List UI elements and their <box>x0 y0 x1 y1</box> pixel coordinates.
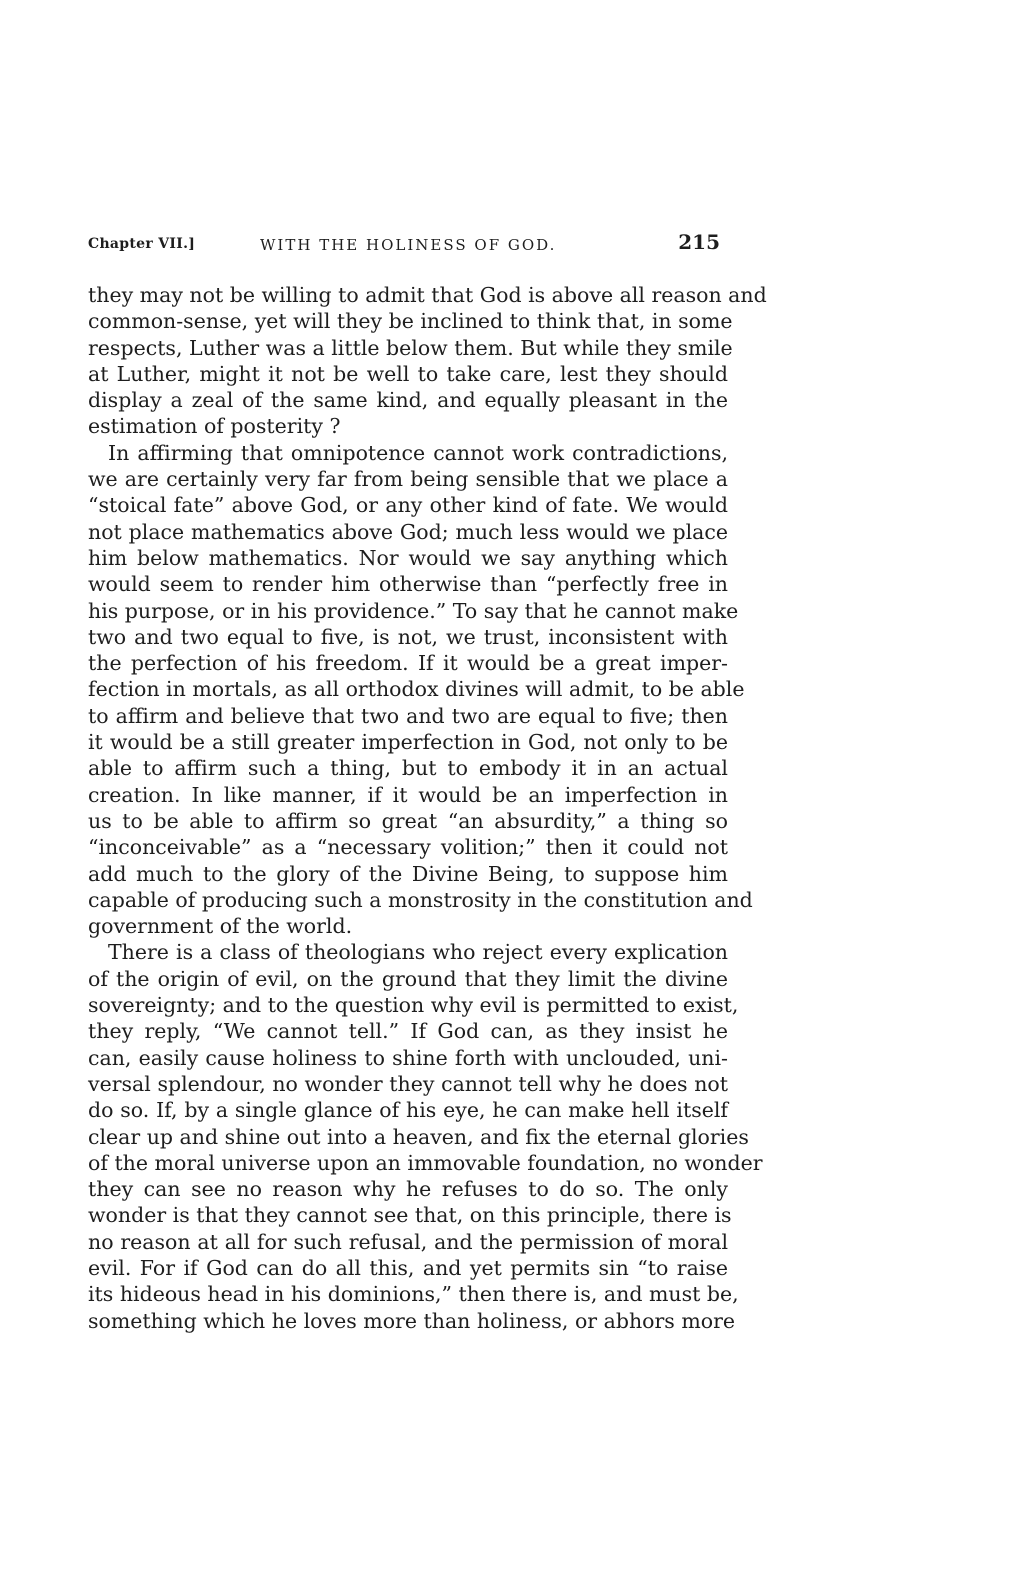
text-line: respects, Luther was a little below them. But while they smile <box>88 335 733 360</box>
text-line: clear up and shine out into a heaven, and fix the eternal glories <box>88 1124 749 1149</box>
text-line: his purpose, or in his providence.” To say that he cannot make <box>88 598 739 623</box>
book-page <box>88 0 767 1580</box>
text-line: of the origin of evil, on the ground that they limit the divine <box>88 966 728 991</box>
text-line: display a zeal of the same kind, and equally pleasant in the <box>88 388 728 413</box>
text-line: common-sense, yet will they be inclined to think that, in some <box>88 309 733 334</box>
text-line: its hideous head in his dominions,” then there is, and must be, <box>88 1282 739 1307</box>
text-line: capable of producing such a monstrosity in the constitution and <box>88 887 753 912</box>
text-line: evil. For if God can do all this, and yet permits sin “to raise <box>88 1255 728 1280</box>
text-line: “inconceivable” as a “necessary volition;” then it could not <box>88 835 728 860</box>
text-line: the perfection of his freedom. If it would be a great imper- <box>88 651 728 676</box>
chapter-label: Chapter VII.] <box>88 236 196 252</box>
text-line: to affirm and believe that two and two are equal to five; then <box>88 703 728 728</box>
text-line: In affirming that omnipotence cannot work contradictions, <box>108 440 728 465</box>
text-line: wonder is that they cannot see that, on this principle, there is <box>88 1203 732 1228</box>
text-line: two and two equal to five, is not, we trust, inconsistent with <box>88 624 728 649</box>
text-line: him below mathematics. Nor would we say anything which <box>88 545 728 570</box>
text-line: can, easily cause holiness to shine forth with unclouded, uni- <box>88 1045 728 1070</box>
text-line: they reply, “We cannot tell.” If God can, as they insist he <box>88 1019 728 1044</box>
text-line: it would be a still greater imperfection in God, not only to be <box>88 730 728 755</box>
text-line: fection in mortals, as all orthodox divines will admit, to be able <box>88 677 745 702</box>
text-line: estimation of posterity ? <box>88 414 341 439</box>
text-line: not place mathematics above God; much less would we place <box>88 519 728 544</box>
text-line: would seem to render him otherwise than “perfectly free in <box>88 572 728 597</box>
text-line: of the moral universe upon an immovable foundation, no wonder <box>88 1150 763 1175</box>
text-line: There is a class of theologians who reject every explication <box>108 940 728 965</box>
text-line: something which he loves more than holiness, or abhors more <box>88 1308 736 1333</box>
text-line: they can see no reason why he refuses to do so. The only <box>88 1177 728 1202</box>
text-line: do so. If, by a single glance of his eye, he can make hell itself <box>88 1098 728 1123</box>
body-text <box>88 282 767 1334</box>
running-title: WITH THE HOLINESS OF GOD. <box>260 236 557 254</box>
text-line: sovereignty; and to the question why evil is permitted to exist, <box>88 993 739 1018</box>
text-line: add much to the glory of the Divine Being, to suppose him <box>88 861 728 886</box>
text-line: creation. In like manner, if it would be an imperfection in <box>88 782 728 807</box>
text-line: no reason at all for such refusal, and the permission of moral <box>88 1229 728 1254</box>
page-number: 215 <box>678 230 720 254</box>
text-line: versal splendour, no wonder they cannot tell why he does not <box>88 1071 728 1096</box>
text-line: we are certainly very far from being sensible that we place a <box>88 467 728 492</box>
text-line: “stoical fate” above God, or any other kind of fate. We would <box>88 493 728 518</box>
text-line: they may not be willing to admit that God is above all reason and <box>88 283 767 307</box>
text-line: at Luther, might it not be well to take care, lest they should <box>88 361 728 386</box>
text-line: us to be able to affirm so great “an absurdity,” a thing so <box>88 808 728 833</box>
text-line: able to affirm such a thing, but to embody it in an actual <box>88 756 728 781</box>
text-line: government of the world. <box>88 914 353 939</box>
running-header <box>88 230 728 260</box>
